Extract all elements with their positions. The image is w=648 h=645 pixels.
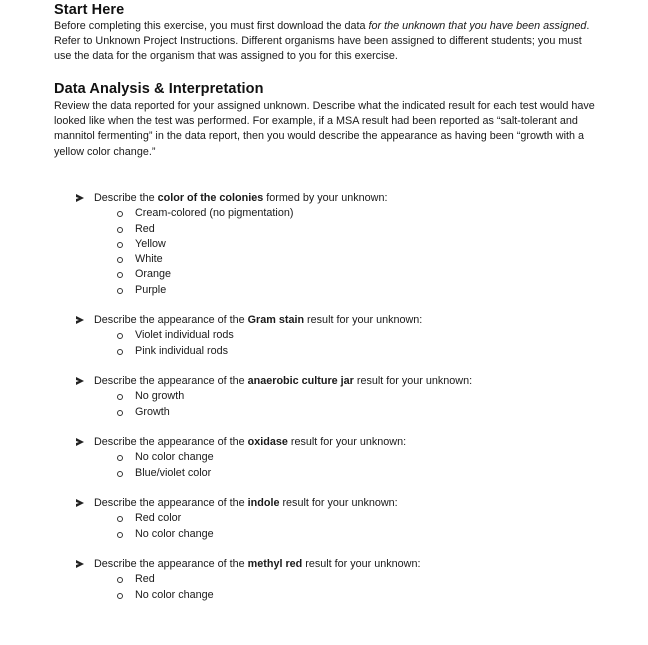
prompt-prefix: Describe the appearance of the [94,558,248,570]
option-list [76,389,472,420]
option-list [76,206,387,298]
prompt-prefix: Describe the appearance of the [94,497,248,509]
circle-bullet-icon [117,410,123,416]
analysis-text: Review the data reported for your assigned unknown. Describe what the indicated result for each test would have looked like when the test was performed. For example, if a MSA result had been reported as “salt-tolerant and mannitol fermenting” in the data report, then you would describe the appearance as having been “growth with a yellow color change.” [54,100,595,158]
circle-bullet-icon [117,227,123,233]
option-item [116,206,387,221]
option-label: Red color [135,512,182,525]
question-colony-color [76,191,387,298]
question-indole [76,496,398,542]
question-prompt [76,313,422,328]
prompt-prefix: Describe the appearance of the [94,314,248,326]
circle-bullet-icon [117,471,123,477]
option-item [116,389,472,404]
option-label: Violet individual rods [135,329,234,342]
question-anaerobic-jar [76,374,472,420]
arrow-bullet-icon [76,194,84,202]
prompt-prefix: Describe the appearance of the [94,375,248,387]
arrow-bullet-icon [76,499,84,507]
option-item [116,405,472,420]
arrow-bullet-icon [76,560,84,568]
prompt-bold: color of the colonies [157,192,264,204]
circle-bullet-icon [117,242,123,248]
option-item [116,252,387,267]
prompt-bold: oxidase [247,436,288,448]
start-here-heading: Start Here [54,2,125,18]
option-item [116,572,421,587]
option-item [116,237,387,252]
question-prompt [76,435,406,450]
option-item [116,511,398,526]
option-list [76,450,406,481]
prompt-prefix: Describe the appearance of the [94,436,248,448]
circle-bullet-icon [117,532,123,538]
prompt-bold: anaerobic culture jar [247,375,354,387]
arrow-bullet-icon [76,316,84,324]
analysis-paragraph [54,99,599,160]
prompt-suffix: result for your unknown: [304,314,423,326]
option-item [116,222,387,237]
circle-bullet-icon [117,516,123,522]
question-prompt [76,191,387,206]
option-label: No color change [135,588,214,601]
option-label: No color change [135,451,214,464]
option-label: Cream-colored (no pigmentation) [135,207,294,220]
option-label: Purple [135,283,167,296]
prompt-bold: indole [247,497,280,509]
option-label: Pink individual rods [135,344,229,357]
circle-bullet-icon [117,349,123,355]
arrow-bullet-icon [76,377,84,385]
option-label: Yellow [135,237,166,250]
option-label: Red [135,222,155,235]
option-label: Orange [135,268,172,281]
prompt-suffix: result for your unknown: [287,436,407,448]
option-item [116,466,406,481]
question-prompt [76,496,398,511]
start-here-paragraph [54,19,599,65]
prompt-suffix: result for your unknown: [302,558,421,570]
question-prompt [76,557,421,572]
option-label: White [135,253,163,266]
arrow-bullet-icon [76,438,84,446]
question-prompt [76,374,472,389]
prompt-suffix: formed by your unknown: [263,192,388,204]
circle-bullet-icon [117,272,123,278]
analysis-heading: Data Analysis & Interpretation [54,81,264,97]
circle-bullet-icon [117,257,123,263]
option-item [116,450,406,465]
option-label: Red [135,573,155,586]
option-list [76,511,398,542]
option-list [76,572,421,603]
circle-bullet-icon [117,394,123,400]
circle-bullet-icon [117,455,123,461]
prompt-prefix: Describe the [94,192,158,204]
prompt-bold: Gram stain [247,314,305,326]
option-list [76,328,422,359]
option-label: Growth [135,405,170,418]
option-item [116,344,422,359]
circle-bullet-icon [117,577,123,583]
circle-bullet-icon [117,333,123,339]
circle-bullet-icon [117,593,123,599]
option-label: No growth [135,390,185,403]
start-text-1: Before completing this exercise, you must first download the data [54,20,369,32]
question-gram-stain [76,313,422,359]
prompt-suffix: result for your unknown: [279,497,398,509]
option-label: Blue/violet color [135,466,212,479]
option-item [116,267,387,282]
circle-bullet-icon [117,288,123,294]
option-item [116,283,387,298]
prompt-bold: methyl red [247,558,303,570]
option-item [116,328,422,343]
option-item [116,527,398,542]
start-text-2: . Refer to Unknown Project Instructions. Different organisms have been assigned to different students; you must use the data for the organism that was assigned to you for this exercise. [54,20,590,63]
option-label: No color change [135,527,214,540]
prompt-suffix: result for your unknown: [353,375,473,387]
start-text-italic: for the unknown that you have been assigned [368,20,587,32]
circle-bullet-icon [117,211,123,217]
option-item [116,588,421,603]
question-oxidase [76,435,406,481]
question-methyl-red [76,557,421,603]
